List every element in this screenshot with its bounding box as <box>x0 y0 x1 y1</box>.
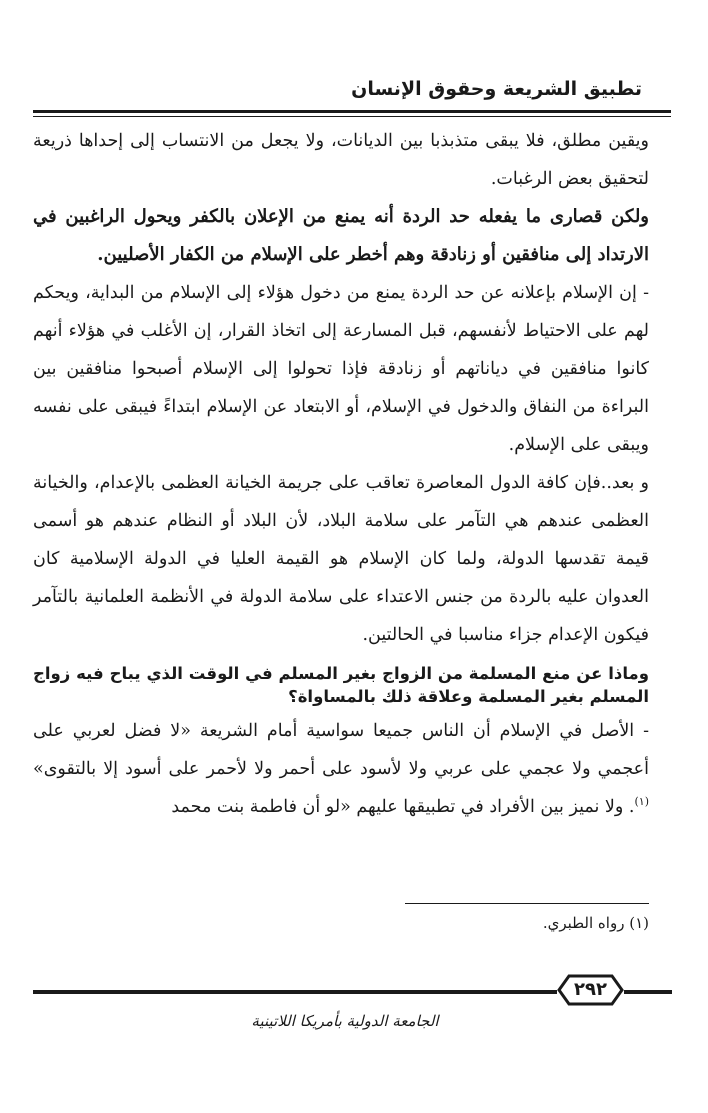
page-number-frame <box>557 973 624 1007</box>
paragraph-3: - إن الإسلام بإعلانه عن حد الردة يمنع من دخول هؤلاء إلى الإسلام من البداية، ويحكم لهم على الاحتياط لأنفسهم، قبل المسارعة إلى اتخاذ القرار، إن الأغلب في هؤلاء أنهم كانوا منافقين في دياناتهم أو زنادقة فإذا تحولوا إلى الإسلام أصبحوا منافقين بين البراءة من النفاق والدخول في الإسلام، أو الابتعاد عن الإسلام ابتداءً فيبقى على نفسه ويبقى على الإسلام. <box>33 283 649 455</box>
header-rule-thin <box>33 116 671 117</box>
header-rule-thick <box>33 110 671 113</box>
running-header: تطبيق الشريعة وحقوق الإنسان <box>351 78 642 100</box>
footnote-reference: (١) <box>634 795 649 809</box>
paragraph-5 <box>33 712 649 826</box>
paragraph-2: ولكن قصارى ما يفعله حد الردة أنه يمنع من الإعلان بالكفر ويحول الراغبين في الارتداد إلى منافقين أو زنادقة وهم أخطر على الإسلام من الكفار الأصليين. <box>33 206 649 265</box>
publisher-name: الجامعة الدولية بأمريكا اللاتينية <box>251 1012 439 1030</box>
paragraph-4: و بعد..فإن كافة الدول المعاصرة تعاقب على جريمة الخيانة العظمى بالإعدام، والخيانة العظمى عندهم هي التآمر على سلامة البلاد، لأن البلاد أو النظام عندهم هو أسمى قيمة تقدسها الدولة، ولما كان الإسلام هو القيمة العليا في الدولة الإسلامية كان العدوان عليه بالردة من جنس الاعتداء على سلامة الدولة في الأنظمة العلمانية بالتآمر فيكون الإعدام جزاء مناسبا في الحالتين. <box>33 473 649 645</box>
paragraph-1: ويقين مطلق، فلا يبقى متذبذبا بين الديانات، ولا يجعل من الانتساب إلى إحداها ذريعة لتحقيق بعض الرغبات. <box>33 131 649 189</box>
footer-rule-left <box>33 990 557 994</box>
paragraph-5-text-after: . ولا نميز بين الأفراد في تطبيقها عليهم «لو أن فاطمة بنت محمد <box>171 797 635 817</box>
footnote-separator <box>405 903 649 904</box>
page-number: ٢٩٢ <box>574 979 607 1000</box>
footnote: (١) رواه الطبري. <box>542 914 649 932</box>
body-text <box>33 122 649 826</box>
question-heading: وماذا عن منع المسلمة من الزواج بغير المسلم في الوقت الذي يباح فيه زواج المسلم بغير المسلمة وعلاقة ذلك بالمساواة؟ <box>33 664 649 706</box>
footer-rule-right <box>624 990 672 994</box>
paragraph-5-text-before: - الأصل في الإسلام أن الناس جميعا سواسية أمام الشريعة «لا فضل لعربي على أعجمي ولا عجمي على عربي ولا لأسود على أحمر ولا لأحمر على أسود إلا بالتقوى» <box>33 721 649 779</box>
